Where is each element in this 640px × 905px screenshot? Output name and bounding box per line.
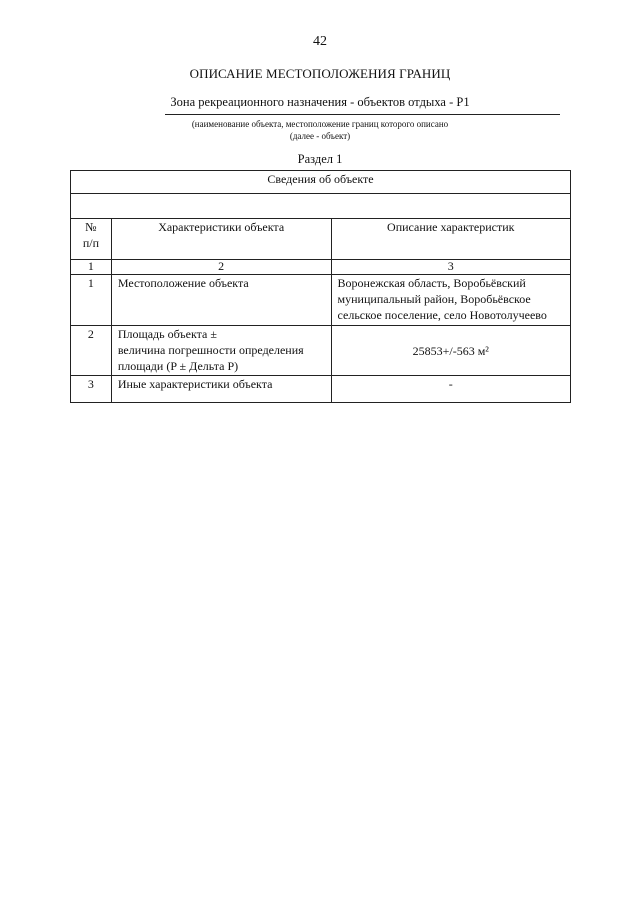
table-blank-cell <box>71 194 571 219</box>
caption-line-2: (далее - объект) <box>289 131 351 141</box>
table-title-row <box>71 171 571 194</box>
row-1-description-line-2: муниципальный район, Воробьёвское <box>337 292 531 306</box>
page-number: 42 <box>313 34 327 49</box>
table-title: Сведения об объекте <box>71 171 571 194</box>
document-title: ОПИСАНИЕ МЕСТОПОЛОЖЕНИЯ ГРАНИЦ <box>189 66 451 81</box>
row-1-characteristic: Местоположение объекта <box>111 275 331 326</box>
object-name-underline <box>165 114 560 115</box>
table-row <box>71 326 571 376</box>
column-number-2: 2 <box>111 260 331 275</box>
object-info-table <box>70 170 571 403</box>
row-1-description-line-1: Воронежская область, Воробьёвский <box>337 276 526 290</box>
header-number-line-1: № <box>85 220 97 234</box>
row-3-description: - <box>331 376 570 403</box>
row-2-characteristic-line-2: величина погрешности определения <box>117 343 304 357</box>
caption-line-1: (наименование объекта, местоположение границ которого описано <box>191 119 449 129</box>
header-description: Описание характеристик <box>331 219 570 260</box>
header-number-line-2: п/п <box>82 236 99 250</box>
column-number-row <box>71 260 571 275</box>
section-title: Раздел 1 <box>297 152 343 166</box>
row-1-description-line-3: сельское поселение, село Новотолучеево <box>337 308 547 322</box>
object-name: Зона рекреационного назначения - объектов отдыха - Р1 <box>170 95 470 109</box>
row-3-number: 3 <box>71 376 112 403</box>
row-2-description: 25853+/-563 м² <box>331 326 570 376</box>
table-blank-row <box>71 194 571 219</box>
column-number-1: 1 <box>71 260 112 275</box>
row-2-number: 2 <box>71 326 112 376</box>
row-3-characteristic: Иные характеристики объекта <box>111 376 331 403</box>
table-header-row <box>71 219 571 260</box>
row-1-description <box>331 275 570 326</box>
row-2-characteristic-line-3: площади (P ± Дельта P) <box>117 359 239 373</box>
object-name-caption <box>0 118 640 142</box>
column-number-3: 3 <box>331 260 570 275</box>
header-number <box>71 219 112 260</box>
row-1-number: 1 <box>71 275 112 326</box>
row-2-characteristic-line-1: Площадь объекта ± <box>117 327 217 341</box>
table-row <box>71 275 571 326</box>
row-2-characteristic <box>111 326 331 376</box>
header-characteristics: Характеристики объекта <box>111 219 331 260</box>
table-row <box>71 376 571 403</box>
